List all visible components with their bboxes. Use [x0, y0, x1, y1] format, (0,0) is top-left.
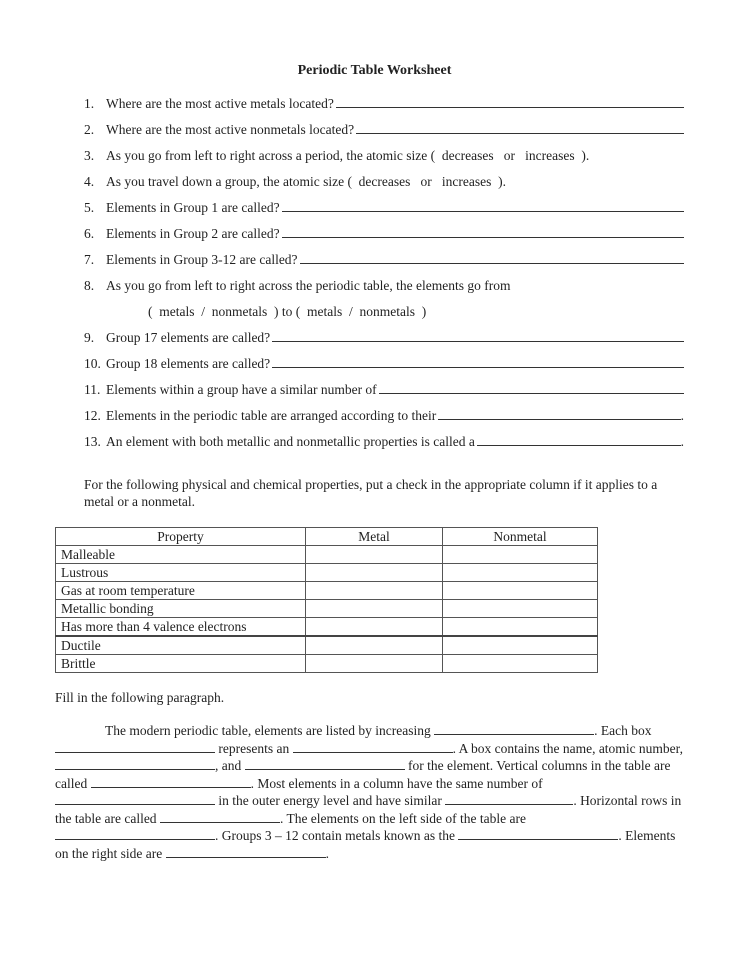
- answer-blank[interactable]: [282, 201, 684, 212]
- question-8-options: [84, 304, 684, 330]
- answer-blank[interactable]: [379, 383, 684, 394]
- property-cell: Brittle: [56, 655, 306, 673]
- question-number: 8.: [84, 278, 95, 293]
- question-text: Where are the most active nonmetals located?: [106, 122, 355, 137]
- question-text: Elements in Group 3-12 are called?: [106, 252, 298, 267]
- question-text: Group 18 elements are called?: [106, 356, 271, 371]
- question-5: [84, 200, 684, 226]
- question-list: [84, 96, 684, 460]
- paragraph-text: . Horizontal rows in the table are called: [55, 793, 682, 826]
- question-text: As you go from left to right across a period, the atomic size ( decreases or increases ).: [106, 148, 590, 163]
- nonmetal-check-cell[interactable]: [443, 618, 598, 637]
- paragraph-blank[interactable]: [55, 742, 215, 753]
- question-number: 1.: [84, 96, 95, 111]
- property-cell: Gas at room temperature: [56, 582, 306, 600]
- metal-check-cell[interactable]: [306, 600, 443, 618]
- question-number: 12.: [84, 408, 101, 423]
- paragraph-blank[interactable]: [434, 724, 594, 735]
- question-9: [84, 330, 684, 356]
- period: .: [680, 434, 684, 449]
- question-text: Elements in Group 1 are called?: [106, 200, 280, 215]
- question-number: 9.: [84, 330, 95, 345]
- answer-blank[interactable]: [438, 409, 680, 420]
- question-text: Where are the most active metals located?: [106, 96, 334, 111]
- question-text: Group 17 elements are called?: [106, 330, 271, 345]
- question-number: 5.: [84, 200, 95, 215]
- question-text: As you go from left to right across the periodic table, the elements go from: [106, 278, 511, 293]
- paragraph-blank[interactable]: [293, 742, 453, 753]
- metal-check-cell[interactable]: [306, 655, 443, 673]
- paragraph-text: . Elements on the right side are: [55, 828, 676, 861]
- question-10: [84, 356, 684, 382]
- question-text: Elements within a group have a similar number of: [106, 382, 377, 397]
- table-header-row: [56, 528, 598, 546]
- question-text: As you travel down a group, the atomic size ( decreases or increases ).: [106, 174, 506, 189]
- paragraph-blank[interactable]: [458, 829, 618, 840]
- answer-blank[interactable]: [336, 97, 684, 108]
- question-8: [84, 278, 684, 304]
- metal-check-cell[interactable]: [306, 564, 443, 582]
- properties-table: [55, 527, 598, 673]
- paragraph-text: for the element. Vertical columns in the table are called: [55, 758, 671, 791]
- question-4: [84, 174, 684, 200]
- question-text: An element with both metallic and nonmetallic properties is called a: [106, 434, 475, 449]
- worksheet-title: Periodic Table Worksheet: [297, 63, 452, 78]
- metal-check-cell[interactable]: [306, 618, 443, 637]
- nonmetal-check-cell[interactable]: [443, 564, 598, 582]
- table-row: [56, 636, 598, 655]
- table-row: [56, 564, 598, 582]
- paragraph-text: .: [325, 845, 329, 861]
- paragraph-blank[interactable]: [91, 777, 251, 788]
- question-number: 7.: [84, 252, 95, 267]
- question-number: 13.: [84, 434, 101, 449]
- property-cell: Has more than 4 valence electrons: [56, 618, 306, 637]
- question-12: [84, 408, 684, 434]
- question-number: 11.: [84, 382, 101, 397]
- paragraph-blank[interactable]: [55, 759, 215, 770]
- paragraph-text: . The elements on the left side of the table are: [279, 810, 526, 826]
- answer-blank[interactable]: [272, 357, 684, 368]
- question-number: 3.: [84, 148, 95, 163]
- paragraph-text: in the outer energy level and have similar: [215, 793, 446, 808]
- table-row: [56, 655, 598, 673]
- paragraph-text: , and: [215, 758, 245, 773]
- nonmetal-check-cell[interactable]: [443, 582, 598, 600]
- question-text: ( metals / nonmetals ) to ( metals / nonmetals ): [148, 304, 427, 319]
- paragraph-blank[interactable]: [166, 847, 326, 858]
- paragraph-text: . Each box: [594, 723, 652, 738]
- fill-in-paragraph: [55, 722, 685, 862]
- question-7: [84, 252, 684, 278]
- question-6: [84, 226, 684, 252]
- question-text: Elements in Group 2 are called?: [106, 226, 280, 241]
- period: .: [680, 408, 684, 423]
- header-nonmetal: Nonmetal: [443, 528, 598, 546]
- table-row: [56, 582, 598, 600]
- question-3: [84, 148, 684, 174]
- metal-check-cell[interactable]: [306, 546, 443, 564]
- table-instructions: For the following physical and chemical properties, put a check in the appropriate column if it applies to a metal or a nonmetal.: [84, 477, 658, 509]
- question-number: 4.: [84, 174, 95, 189]
- nonmetal-check-cell[interactable]: [443, 600, 598, 618]
- answer-blank[interactable]: [356, 123, 684, 134]
- paragraph-blank[interactable]: [445, 794, 573, 805]
- question-number: 2.: [84, 122, 95, 137]
- nonmetal-check-cell[interactable]: [443, 636, 598, 655]
- table-row: [56, 600, 598, 618]
- nonmetal-check-cell[interactable]: [443, 546, 598, 564]
- metal-check-cell[interactable]: [306, 582, 443, 600]
- question-number: 6.: [84, 226, 95, 241]
- answer-blank[interactable]: [300, 253, 684, 264]
- answer-blank[interactable]: [272, 331, 684, 342]
- property-cell: Ductile: [56, 636, 306, 655]
- nonmetal-check-cell[interactable]: [443, 655, 598, 673]
- property-cell: Malleable: [56, 546, 306, 564]
- paragraph-blank[interactable]: [55, 794, 215, 805]
- table-row: [56, 546, 598, 564]
- question-1: [84, 96, 684, 122]
- question-11: [84, 382, 684, 408]
- table-row: [56, 618, 598, 637]
- question-number: 10.: [84, 356, 101, 371]
- paragraph-text: . A box contains the name, atomic number,: [452, 740, 684, 756]
- header-property: Property: [56, 528, 306, 546]
- question-13: [84, 434, 684, 460]
- fill-in-title: Fill in the following paragraph.: [55, 690, 225, 705]
- header-metal: Metal: [306, 528, 443, 546]
- paragraph-blank[interactable]: [55, 829, 215, 840]
- answer-blank[interactable]: [282, 227, 684, 238]
- paragraph-blank[interactable]: [245, 759, 405, 770]
- metal-check-cell[interactable]: [306, 636, 443, 655]
- answer-blank[interactable]: [477, 435, 681, 446]
- property-cell: Lustrous: [56, 564, 306, 582]
- question-2: [84, 122, 684, 148]
- property-cell: Metallic bonding: [56, 600, 306, 618]
- paragraph-text: represents an: [215, 740, 293, 756]
- paragraph-text: . Most elements in a column have the same number of: [250, 775, 543, 791]
- paragraph-blank[interactable]: [160, 812, 280, 823]
- paragraph-text: . Groups 3 – 12 contain metals known as the: [215, 828, 459, 843]
- paragraph-text: The modern periodic table, elements are listed by increasing: [105, 723, 435, 738]
- question-text: Elements in the periodic table are arranged according to their: [106, 408, 437, 423]
